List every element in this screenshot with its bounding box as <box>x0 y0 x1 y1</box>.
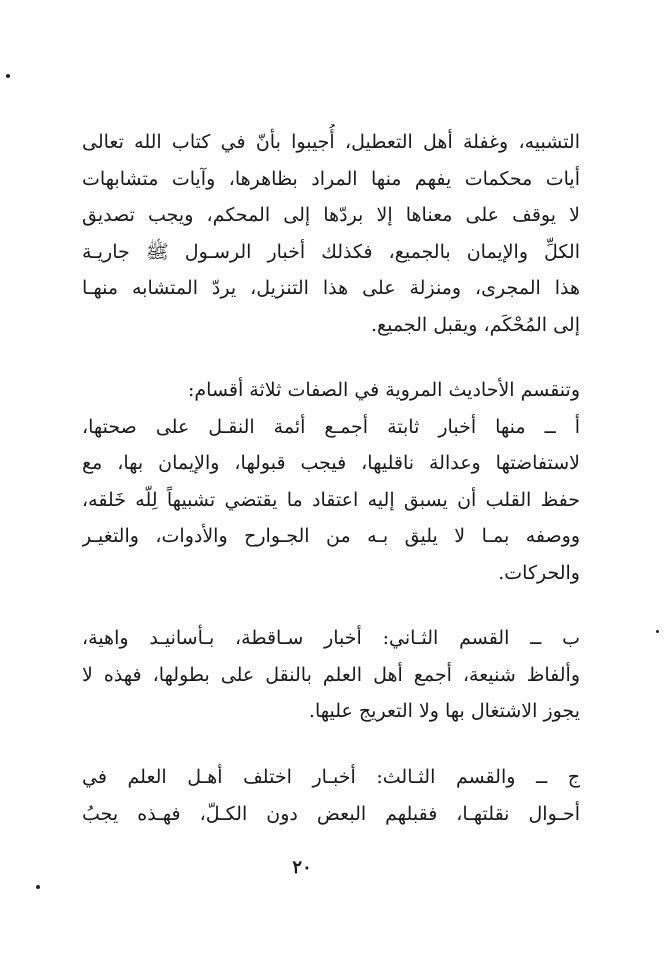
scan-speck <box>656 630 659 633</box>
page-number: ٢٠ <box>292 857 312 878</box>
text-line: أ ــ منها أخبار ثابتة أجمـع أئمة النقـل على صحتها، <box>82 415 580 438</box>
paragraph-1 <box>82 124 580 343</box>
scan-speck <box>6 74 10 78</box>
text-line: لاستفاضتها وعدالة ناقليها، فيجب قبولها، والإيمان بها، مع <box>82 452 580 474</box>
text-line: يجوز الاشتغال بها ولا التعريج عليها. <box>308 700 580 722</box>
text-line: والحركات. <box>498 561 580 584</box>
text-line: أحـوال نقلتهـا، فقبلهم البعض دون الكـلّ، فهـذه يجبُ <box>82 802 580 825</box>
text-line: حفظ القلب أن يسبق إليه اعتقاد ما يقتضي تشبيهاً لِلّه خَلقه، <box>82 488 580 511</box>
paragraph-4 <box>82 759 580 832</box>
scan-speck <box>36 885 40 889</box>
text-line: وألفاظ شنيعة، أجمع أهل العلم بالنقل على بطولها، فهذه لا <box>82 663 580 686</box>
text-line: ووصفه بمـا لا يليق بـه من الجـوارح والأدوات، والتغيـر <box>82 525 580 547</box>
text-line: وتنقسم الأحاديث المروية في الصفات ثلاثة أقسام: <box>188 379 580 401</box>
text-line: ج ــ والقسم الثـالث: أخبـار اختلف أهـل العلم في <box>82 766 580 788</box>
paragraph-3 <box>82 620 580 730</box>
text-line: التشبيه، وغفلة أهل التعطيل، أُجيبوا بأنّ في كتاب الله تعالى <box>82 131 580 153</box>
text-line: ب ــ القسم الثـاني: أخبار سـاقطة، بـأسانيـد واهية، <box>82 627 580 649</box>
paragraph-2 <box>82 372 580 591</box>
text-line: هذا المجرى، ومنزلة على هذا التنزيل، يردّ المتشابه منهـا <box>82 277 580 299</box>
text-line: الكلِّ والإيمان بالجميع، فكذلك أخبار الرسـول ﷺ جاريـة <box>82 240 580 263</box>
text-line: إلى المُحْكَم، ويقبل الجميع. <box>370 313 580 336</box>
text-line: أيات محكمات يفهم منها المراد بظاهرها، وآيات متشابهات <box>82 167 580 190</box>
text-line: لا يوقف على معناها إلا بردّها إلى المحكم، ويجب تصديق <box>82 204 580 226</box>
